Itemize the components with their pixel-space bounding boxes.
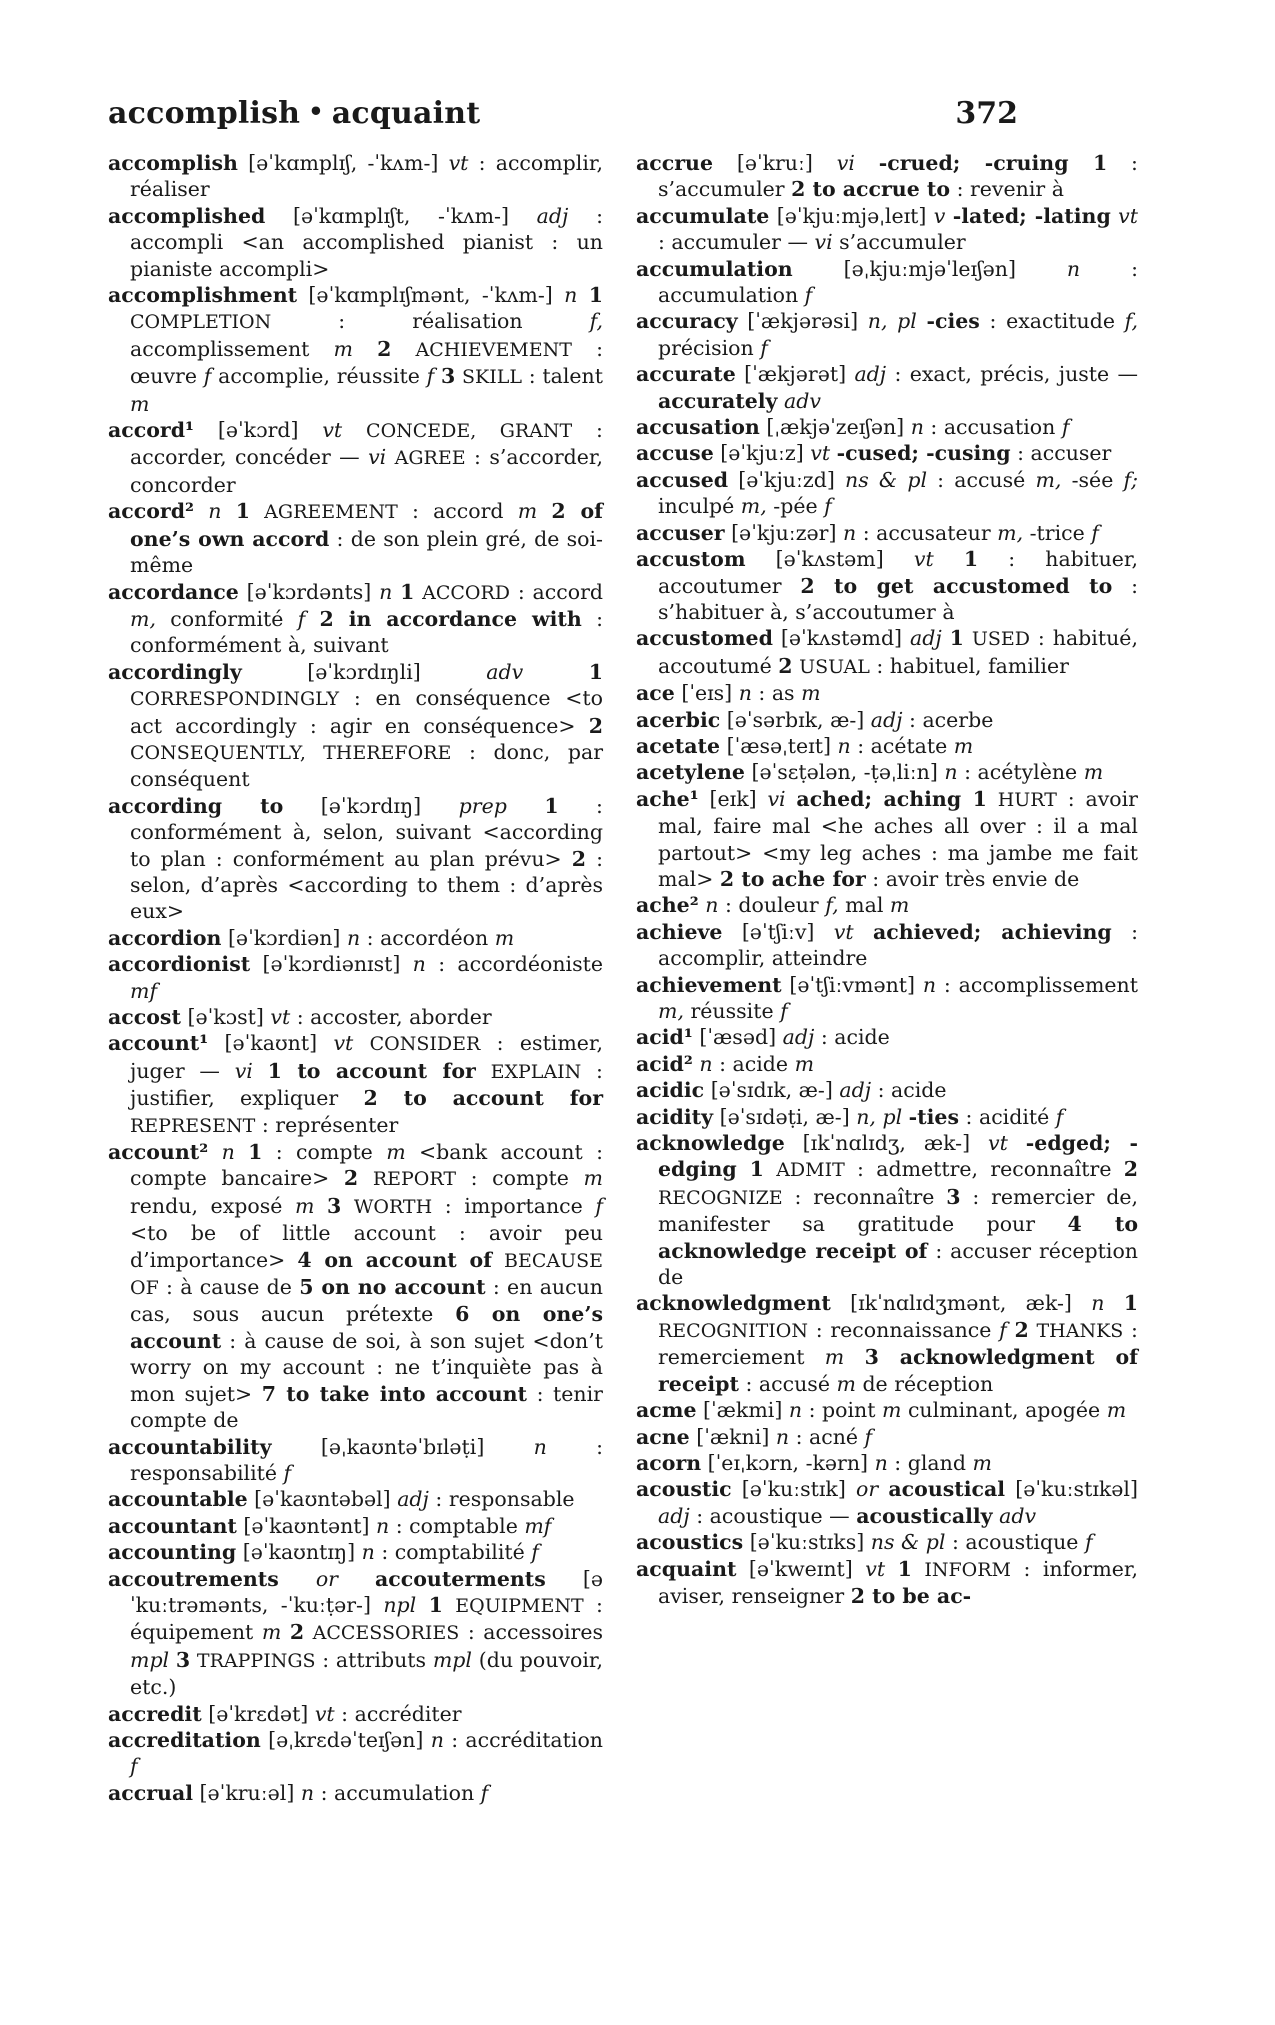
dictionary-entry: accord² n 1 AGREEMENT : accord m 2 of one’s own accord : de son plein gré, de soi-même bbox=[108, 499, 603, 578]
dictionary-entry: acoustics [əˈkuːstɪks] ns & pl : acoustique f bbox=[636, 1530, 1093, 1555]
dictionary-entry: accused [əˈkjuːzd] ns & pl : accusé m, -sée f; inculpé m, -pée f bbox=[636, 467, 1138, 519]
right-column bbox=[636, 150, 1138, 1609]
dictionary-entry: achievement [əˈtʃiːvmənt] n : accomplissement m, réussite f bbox=[636, 972, 1138, 1023]
dictionary-entry: acorn [ˈeɪˌkɔrn, -kərn] n : gland m bbox=[636, 1450, 992, 1475]
dictionary-entry: accordance [əˈkɔrdənts] n 1 ACCORD : accord m, conformité f 2 in accordance with : conformément à, suivant bbox=[108, 579, 603, 658]
dictionary-entry: acidic [əˈsɪdɪk, æ-] adj : acide bbox=[636, 1078, 947, 1103]
dictionary-entry: according to [əˈkɔrdɪŋ] prep 1 : conformément à, selon, suivant <according to plan : conformément au plan prévu> 2 : selon, d’après <according to them : d’après eux> bbox=[108, 793, 603, 924]
dictionary-entry: account¹ [əˈkaʊnt] vt CONSIDER : estimer, juger — vi 1 to account for EXPLAIN : justifier, expliquer 2 to account for REPRESENT : représenter bbox=[108, 1031, 603, 1137]
left-column bbox=[108, 150, 603, 1806]
dictionary-entry: acknowledgment [ɪkˈnɑlɪdʒmənt, æk-] n 1 RECOGNITION : reconnaissance f 2 THANKS : remerciement m 3 acknowledgment of receipt : accusé m de réception bbox=[636, 1291, 1138, 1396]
dictionary-entry: accustom [əˈkʌstəm] vt 1 : habituer, accoutumer 2 to get accustomed to : s’habituer à, s’accoutumer à bbox=[636, 547, 1138, 624]
dictionary-entry: accrue [əˈkruː] vi -crued; -cruing 1 : s’accumuler 2 to accrue to : revenir à bbox=[636, 151, 1138, 202]
dictionary-entry: acme [ˈækmi] n : point m culminant, apogée m bbox=[636, 1398, 1127, 1423]
dictionary-entry: achieve [əˈtʃiːv] vt achieved; achieving : accomplir, atteindre bbox=[636, 919, 1138, 971]
page-number: 372 bbox=[955, 96, 1018, 131]
guide-words bbox=[108, 96, 480, 131]
dictionary-entry: acquaint [əˈkweɪnt] vt 1 INFORM : informer, aviser, renseigner 2 to be ac- bbox=[636, 1556, 1138, 1608]
guide-word-last: acquaint bbox=[331, 96, 481, 131]
dictionary-entry: acetylene [əˈsɛṭələn, -ṭəˌliːn] n : acétylène m bbox=[636, 760, 1104, 785]
dictionary-entry: account² n 1 : compte m <bank account : compte bancaire> 2 REPORT : compte m rendu, exposé m 3 WORTH : importance f <to be of little account : avoir peu d’importance> 4 on account of BECAUSE OF : à cause de 5 on no account : en aucun cas, sous aucun prétexte 6 on one’s account : à cause de soi, à son sujet <don’t worry on my account : ne t’inquiète pas à mon sujet> 7 to take into account : tenir compte de bbox=[108, 1140, 604, 1433]
dictionary-entry: ache¹ [eɪk] vi ached; aching 1 HURT : avoir mal, faire mal <he aches all over : il a mal partout> <my leg aches : ma jambe me fait mal> 2 to ache for : avoir très envie de bbox=[636, 786, 1138, 891]
dictionary-entry: accost [əˈkɔst] vt : accoster, aborder bbox=[108, 1005, 492, 1029]
dictionary-entry: acerbic [əˈsərbɪk, æ-] adj : acerbe bbox=[636, 707, 994, 732]
dictionary-entry: accounting [əˈkaʊntɪŋ] n : comptabilité f bbox=[108, 1540, 539, 1565]
guide-word-first: accomplish bbox=[108, 96, 301, 131]
dictionary-entry: acid¹ [ˈæsəd] adj : acide bbox=[636, 1025, 890, 1050]
dictionary-entry: accordion [əˈkɔrdiən] n : accordéon m bbox=[108, 925, 515, 950]
guide-separator: • bbox=[308, 97, 324, 126]
dictionary-entry: accomplished [əˈkɑmplɪʃt, -ˈkʌm-] adj : accompli <an accomplished pianist : un pianiste accompli> bbox=[108, 203, 603, 281]
dictionary-entry: acid² n : acide m bbox=[636, 1051, 815, 1076]
dictionary-entry: accumulate [əˈkjuːmjəˌleɪt] v -lated; -lating vt : accumuler — vi s’accumuler bbox=[636, 203, 1138, 255]
dictionary-entry: accountability [əˌkaʊntəˈbɪləṭi] n : responsabilité f bbox=[108, 1434, 603, 1485]
dictionary-entry: accomplish [əˈkɑmplɪʃ, -ˈkʌm-] vt : accomplir, réaliser bbox=[108, 151, 603, 202]
dictionary-entry: accustomed [əˈkʌstəmd] adj 1 USED : habitué, accoutumé 2 USUAL : habituel, familier bbox=[636, 626, 1138, 678]
dictionary-entry: acne [ˈækni] n : acné f bbox=[636, 1424, 873, 1449]
dictionary-entry: acoustic [əˈkuːstɪk] or acoustical [əˈkuːstɪkəl] adj : acoustique — acoustically adv bbox=[636, 1477, 1138, 1528]
dictionary-entry: accuracy [ˈækjərəsi] n, pl -cies : exactitude f, précision f bbox=[636, 309, 1138, 360]
page-header bbox=[108, 96, 1018, 140]
dictionary-entry: accumulation [əˌkjuːmjəˈleɪʃən] n : accumulation f bbox=[636, 256, 1138, 308]
dictionary-entry: accord¹ [əˈkɔrd] vt CONCEDE, GRANT : accorder, concéder — vi AGREE : s’accorder, concorder bbox=[108, 418, 604, 497]
dictionary-entry: accrual [əˈkruːəl] n : accumulation f bbox=[108, 1780, 489, 1805]
dictionary-entry: accuser [əˈkjuːzər] n : accusateur m, -trice f bbox=[636, 520, 1099, 545]
dictionary-entry: acknowledge [ɪkˈnɑlɪdʒ, æk-] vt -edged; -edging 1 ADMIT : admettre, reconnaître 2 RECOGNIZE : reconnaître 3 : remercier de, manifester sa gratitude pour 4 to acknowledge receipt of : accuser réception de bbox=[636, 1131, 1138, 1290]
dictionary-entry: accomplishment [əˈkɑmplɪʃmənt, -ˈkʌm-] n 1 COMPLETION : réalisation f, accomplissement m 2 ACHIEVEMENT : œuvre f accomplie, réussite f 3 SKILL : talent m bbox=[108, 283, 603, 416]
dictionary-entry: accordingly [əˈkɔrdɪŋli] adv 1 CORRESPONDINGLY : en conséquence <to act accordingly : agir en conséquence> 2 CONSEQUENTLY, THEREFORE : donc, par conséquent bbox=[108, 659, 604, 792]
dictionary-entry: accordionist [əˈkɔrdiənɪst] n : accordéoniste mf bbox=[108, 952, 604, 1003]
dictionary-entry: accountable [əˈkaʊntəbəl] adj : responsable bbox=[108, 1487, 575, 1512]
dictionary-entry: ache² n : douleur f, mal m bbox=[636, 893, 910, 918]
dictionary-entry: accoutrements or accouterments [əˈkuːtrəmənts, -ˈkuːṭər-] npl 1 EQUIPMENT : équipement m 2 ACCESSORIES : accessoires mpl 3 TRAPPINGS : attributs mpl (du pouvoir, etc.) bbox=[108, 1566, 603, 1700]
dictionary-entry: accountant [əˈkaʊntənt] n : comptable mf bbox=[108, 1513, 552, 1538]
dictionary-entry: accreditation [əˌkrɛdəˈteɪʃən] n : accréditation f bbox=[108, 1727, 603, 1779]
dictionary-entry: accuse [əˈkjuːz] vt -cused; -cusing : accuser bbox=[636, 441, 1112, 466]
dictionary-entry: accredit [əˈkrɛdət] vt : accréditer bbox=[108, 1701, 462, 1726]
dictionary-entry: accusation [ˌækjəˈzeɪʃən] n : accusation f bbox=[636, 415, 1070, 440]
dictionary-entry: acetate [ˈæsəˌteɪt] n : acétate m bbox=[636, 733, 974, 758]
dictionary-entry: acidity [əˈsɪdəṭi, æ-] n, pl -ties : acidité f bbox=[636, 1104, 1064, 1129]
dictionary-entry: ace [ˈeɪs] n : as m bbox=[636, 681, 821, 706]
dictionary-entry: accurate [ˈækjərət] adj : exact, précis, juste — accurately adv bbox=[636, 362, 1139, 413]
